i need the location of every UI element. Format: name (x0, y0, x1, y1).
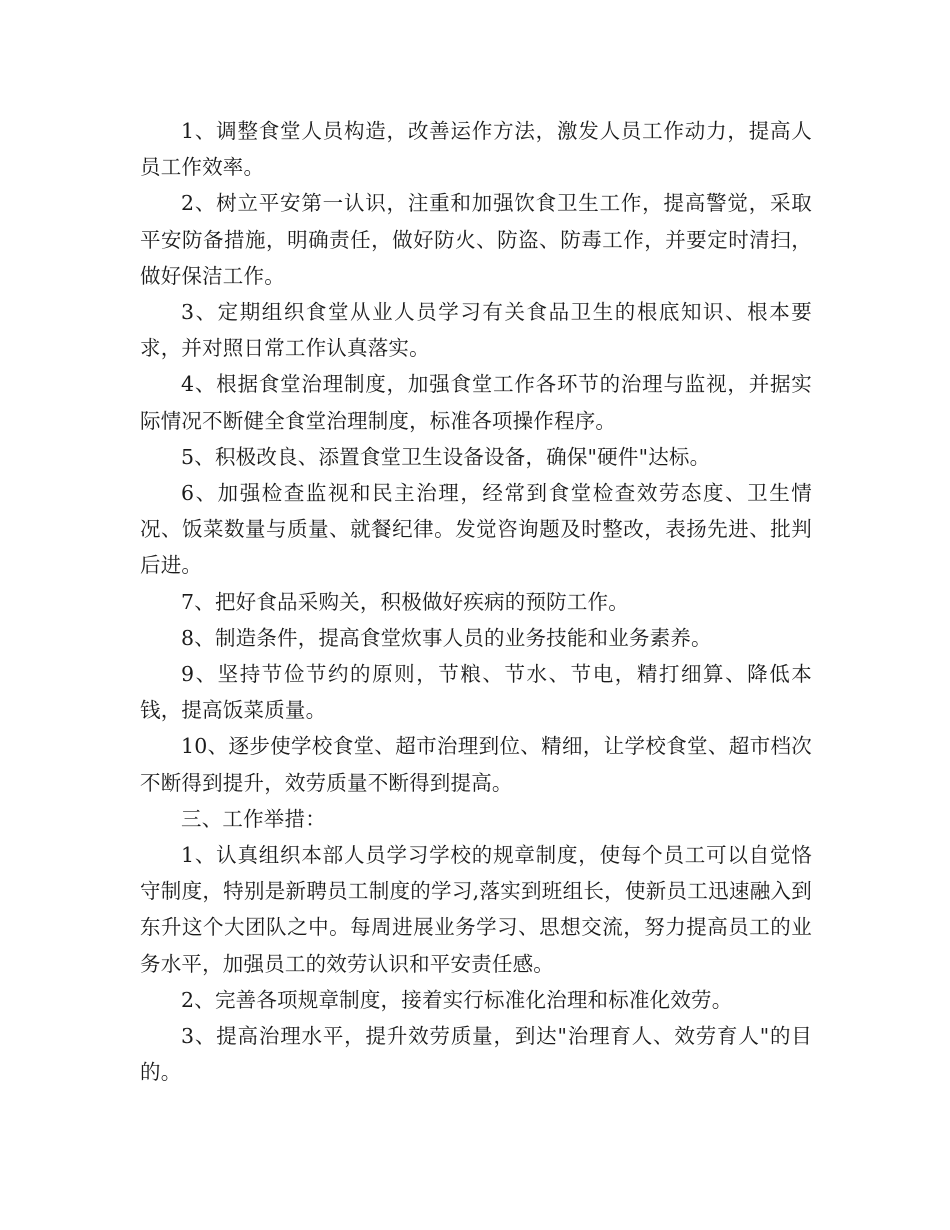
document-body (140, 113, 812, 1090)
paragraph-10: 10、逐步使学校食堂、超市治理到位、精细，让学校食堂、超市档次不断得到提升，效劳质量不断得到提高。 (140, 734, 812, 795)
measure-paragraph-1: 1、认真组织本部人员学习学校的规章制度，使每个员工可以自觉恪守制度，特别是新聘员工制度的学习,落实到班组长，使新员工迅速融入到东升这个大团队之中。每周进展业务学习、思想交流，努力提高员工的业务水平，加强员工的效劳认识和平安责任感。 (140, 843, 812, 976)
paragraph-4: 4、根据食堂治理制度，加强食堂工作各环节的治理与监视，并据实际情况不断健全食堂治理制度，标准各项操作程序。 (140, 372, 812, 433)
paragraph-3: 3、定期组织食堂从业人员学习有关食品卫生的根底知识、根本要求，并对照日常工作认真落实。 (140, 300, 812, 361)
paragraph-7: 7、把好食品采购关，积极做好疾病的预防工作。 (181, 589, 629, 614)
section-heading-measures: 三、工作举措： (181, 806, 326, 831)
paragraph-2: 2、树立平安第一认识，注重和加强饮食卫生工作，提高警觉，采取平安防备措施，明确责任，做好防火、防盗、防毒工作，并要定时清扫，做好保洁工作。 (140, 191, 812, 288)
paragraph-1: 1、调整食堂人员构造，改善运作方法，激发人员工作动力，提高人员工作效率。 (140, 119, 812, 180)
paragraph-8: 8、制造条件，提高食堂炊事人员的业务技能和业务素养。 (181, 625, 712, 650)
paragraph-6: 6、加强检查监视和民主治理，经常到食堂检查效劳态度、卫生情况、饭菜数量与质量、就餐纪律。发觉咨询题及时整改，表扬先进、批判后进。 (140, 481, 812, 578)
measure-paragraph-2: 2、完善各项规章制度，接着实行标准化治理和标准化效劳。 (181, 987, 733, 1012)
measure-paragraph-3: 3、提高治理水平，提升效劳质量，到达"治理育人、效劳育人"的目的。 (140, 1024, 812, 1085)
paragraph-5: 5、积极改良、添置食堂卫生设备设备，确保"硬件"达标。 (181, 444, 711, 469)
paragraph-9: 9、坚持节俭节约的原则，节粮、节水、节电，精打细算、降低本钱，提高饭菜质量。 (140, 662, 812, 723)
